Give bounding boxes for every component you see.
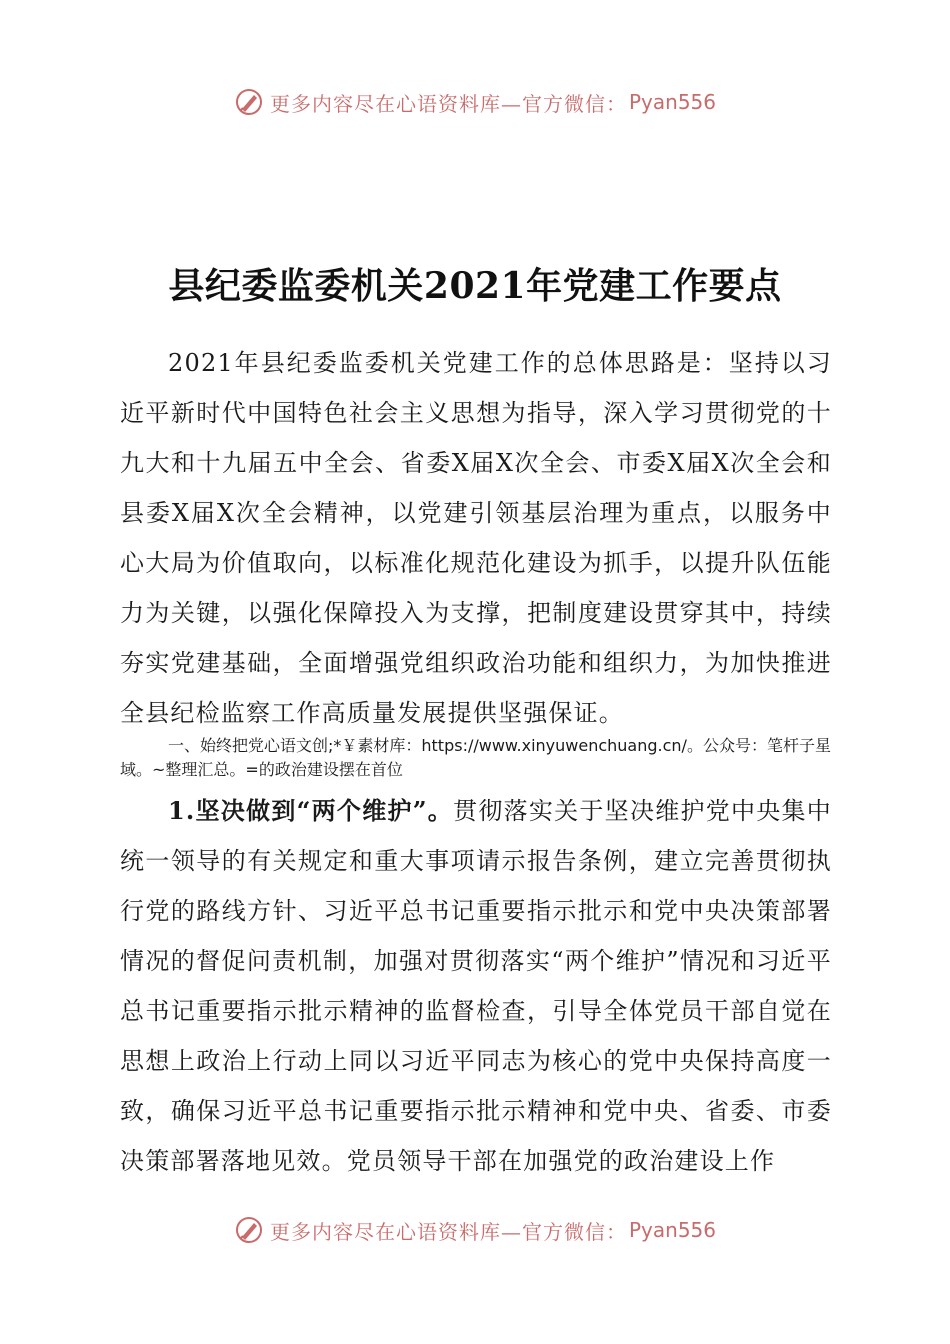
watermark-text: 更多内容尽在心语资料库—官方微信：	[269, 1219, 627, 1244]
section-heading	[120, 734, 836, 782]
document-title: 县纪委监委机关2021年党建工作要点	[168, 265, 782, 307]
paragraph-item-1	[120, 786, 832, 1186]
pen-nib-logo-icon	[234, 87, 264, 117]
item-1-lead: 1.坚决做到“两个维护”。	[168, 796, 454, 825]
watermark-banner-bottom	[0, 1210, 950, 1250]
watermark-wechat-id: Pyan556	[628, 1218, 716, 1242]
watermark-wechat-id: Pyan556	[628, 90, 716, 114]
item-1-body: 贯彻落实关于坚决维护党中央集中统一领导的有关规定和重大事项请示报告条例，建立完善贯彻执行党的路线方针、习近平总书记重要指示批示和党中央决策部署情况的督促问责机制，加强对贯彻落实“两个维护”情况和习近平总书记重要指示批示精神的监督检查，引导全体党员干部自觉在思想上政治上行动上同以习近平同志为核心的党中央保持高度一致，确保习近平总书记重要指示批示精神和党中央、省委、市委决策部署落地见效。党员领导干部在加强党的政治建设上作	[120, 797, 833, 1175]
paragraph-overview-text: 2021年县纪委监委机关党建工作的总体思路是：坚持以习近平新时代中国特色社会主义思想为指导，深入学习贯彻党的十九大和十九届五中全会、省委X届X次全会、市委X届X次全会和县委X届X次全会精神，以党建引领基层治理为重点，以服务中心大局为价值取向，以标准化规范化建设为抓手，以提升队伍能力为关键，以强化保障投入为支撑，把制度建设贯穿其中，持续夯实党建基础，全面增强党组织政治功能和组织力，为加快推进全县纪检监察工作高质量发展提供坚强保证。	[120, 349, 832, 727]
paragraph-overview	[120, 338, 832, 738]
watermark-text: 更多内容尽在心语资料库—官方微信：	[269, 91, 627, 116]
pen-nib-logo-icon	[234, 1215, 264, 1245]
section-heading-text: 一、始终把党心语文创;*￥素材库：https://www.xinyuwenchuang.cn/。公众号：笔杆子星域。~整理汇总。=的政治建设摆在首位	[120, 736, 831, 779]
watermark-banner-top	[0, 82, 950, 122]
